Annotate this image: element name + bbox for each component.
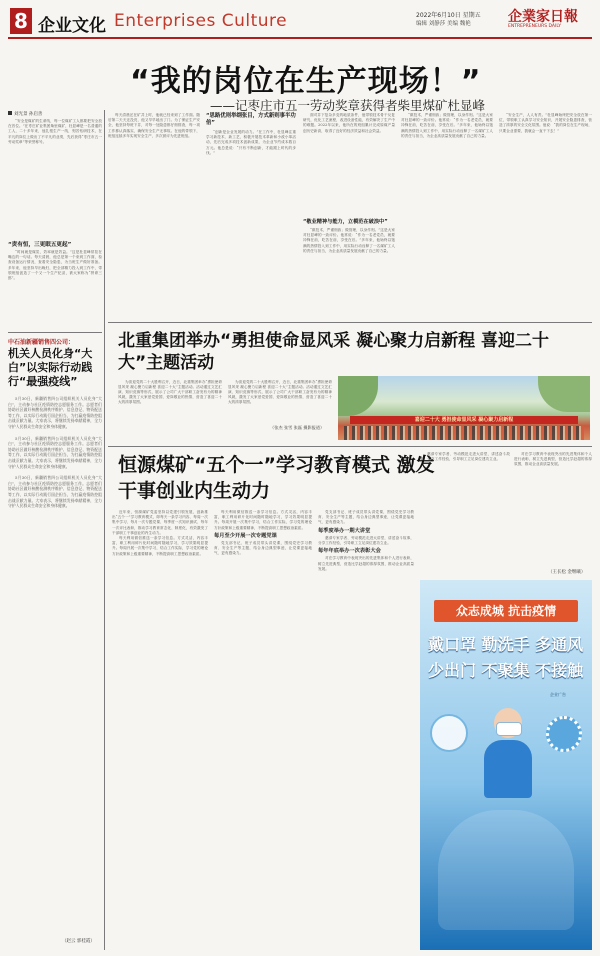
article3-text-b: 为喜迎党的二十大胜利召开，近日，北重集团举办“勇担使命显风采 凝心聚力启新程 喜迎二十大”主题活动。活动通过文艺汇演、知识竞赛等形式，展示了公司广大干部职工奋发有为的精神风貌，激发了大家爱党爱国、爱岗敬业的热情，营造了喜迎二十大的浓厚氛围。 bbox=[228, 380, 332, 404]
divider-left-column bbox=[104, 110, 105, 950]
article2-title: 机关人员化身“大白”以实际行动践行“最强疫线” bbox=[8, 347, 93, 388]
article2-text-repeat2: 5月30日，新疆销售四公司组织机关人员化身“大白”，主动参与社区疫情防控志愿服务工作。志愿者们协助社区做好核酸检测秩序维护、信息登记、物资配送等工作，以实际行动践行国企担当，为打赢疫情防控阻击战贡献力量。大家表示，将继续发扬奉献精神，全力守护人民群众生命安全和身体健康。 bbox=[8, 475, 102, 509]
article4-text: 近年来，恒源煤矿党委坚持以党建引领发展，创新推出“五个一”学习教育模式，即每天一条学习内容、每周一次集中学习、每月一次专题党课、每季度一次知识测试、每年一次评比表彰，推动学习教育常态化、制度化，有效激发了干部职工干事创业的内生动力。 bbox=[112, 510, 208, 535]
article1-col6-text: “安全生产，人人有责。”杜显峰始终把安全放在第一位，带领职工认真学习安全知识，开展安全隐患排查，营造了浓厚的安全文化氛围。他说：“我的岗位在生产现场，只要企业需要，我就会一直干下去！” bbox=[499, 113, 592, 133]
photo-tree-left bbox=[338, 376, 378, 416]
page-number: 8 bbox=[14, 9, 28, 33]
ad-banner-text: 众志成城 抗击疫情 bbox=[455, 604, 557, 618]
article4-sub2: 每季度举办一期大讲堂 bbox=[318, 527, 371, 534]
article1-section1-text: “时间就是煤炭，效率就是效益。”这是杜显峰常挂在嘴边的一句话。每天清晨，他总是第一个来到工作面，检查设备运行情况，查看安全隐患，为当班生产做好准备。多年来，他坚持早出晚归，把全部精力投入到工作中，带领班组创造了一个又一个生产纪录，被大家称为“拼命三郎”。 bbox=[8, 250, 102, 281]
divider-article3-bottom bbox=[108, 446, 592, 447]
ad-person-figure bbox=[480, 708, 536, 798]
public-service-ad bbox=[420, 580, 592, 950]
page-number-badge bbox=[10, 8, 32, 34]
article4-col4 bbox=[420, 452, 510, 576]
article4-sub3: 每年年底举办一次表彰大会 bbox=[318, 548, 381, 555]
article3-byline: （张杰 张雪 张磊 摄影报道） bbox=[270, 425, 325, 430]
article4-title: 恒源煤矿“五个一”学习教育模式 激发干事创业内生动力 bbox=[118, 454, 435, 502]
article4-sub1: 每月至少开展一次专题党课 bbox=[214, 532, 277, 539]
article1-col4-text: 面对井下复杂多变的地质条件，他带领技术骨干反复研究，优化工艺流程，改进设备性能，有效解决了生产中的难题。2022年以来，他所在的班组累计完成原煤产量创历史新高，取得了良好的经济效益和社会效益。 bbox=[303, 113, 395, 133]
ad-hand-washing-icon bbox=[430, 714, 468, 752]
article1-col5-text: “做技术，严谨细致；做管理，以身作则。”这是大家对杜显峰的一致评价。他常说：“作为一名老党员，就要冲锋在前，吃苦在前，享受在后。”多年来，他始终以饱满的热情投入到工作中，用实际行动诠释了一名煤矿工人的责任与担当，为企业高质量发展贡献了自己的力量。 bbox=[401, 113, 493, 138]
photo-crowd bbox=[344, 426, 584, 440]
article1-subtitle: ——记枣庄市五一劳动奖章获得者柴里煤矿杜显峰 bbox=[210, 98, 486, 113]
article4-sub2-text: 邀请专家学者、劳动模范走进大讲堂，讲述奋斗故事，分享工作经验，引导职工立足岗位建功立业。 bbox=[318, 535, 414, 546]
ad-virus-icon bbox=[546, 716, 582, 752]
article2-text-repeat: 5月30日，新疆销售四公司组织机关人员化身“大白”，主动参与社区疫情防控志愿服务工作。志愿者们协助社区做好核酸检测秩序维护、信息登记、物资配送等工作，以实际行动践行国企担当，为打赢疫情防控阻击战贡献力量。大家表示，将继续发扬奉献精神，全力守护人民群众生命安全和身体健康。 bbox=[8, 435, 102, 469]
article3-title: 北重集团举办“勇担使命显风采 凝心聚力启新程 喜迎二十大”主题活动 bbox=[118, 331, 550, 373]
article4-sub1-text: 党支部书记、班子成员带头讲党课，围绕党史学习教育、安全生产等主题，结合身边典型事迹，让党课更接地气、更有感染力。 bbox=[214, 541, 312, 556]
brand-logo-cn: 企業家日報 bbox=[508, 9, 578, 25]
section-title-en: Enterprises Culture bbox=[114, 11, 288, 31]
ad-slogan-line1: 戴口罩 勤洗手 多通风 bbox=[428, 635, 584, 654]
brand-logo-en: ENTREPRENEURS DAILY bbox=[508, 24, 561, 29]
ad-shield-icon bbox=[438, 810, 574, 930]
article4-col2 bbox=[214, 510, 312, 950]
article1-col1b bbox=[8, 250, 102, 326]
article1-section3-text: “做技术，严谨细致；做管理，以身作则。”这是大家对杜显峰的一致评价。他常说：“作为一名老党员，就要冲锋在前，吃苦在前，享受在后。”多年来，他始终以饱满的热情投入到工作中，用实际行动诠释了一名煤矿工人的责任与担当，为企业高质量发展贡献了自己的力量。 bbox=[303, 228, 395, 253]
article4-sub3-text: 对在学习教育中表现突出的先进集体和个人进行表彰，树立先进典型，营造比学赶超的浓厚氛围，推动企业高质量发展。 bbox=[318, 556, 414, 571]
ad-slogan-line2: 少出门 不聚集 不接触 bbox=[428, 661, 584, 680]
article1-col2-text: 每天清晨还在矿井上时，他就已经来到了工作面。随后第二天天还没亮，他又早早地出了门。为了保证生产安全，他坚持每班下井，对每一处隐患都仔细排查，每一项工作都认真落实，确保安全生产无事故。在他的带领下，班组连续多年实现安全生产，多次被评为先进班组。 bbox=[108, 113, 200, 138]
article2-text: 5月30日，新疆销售四公司组织机关人员化身“大白”，主动参与社区疫情防控志愿服务工作。志愿者们协助社区做好核酸检测秩序维护、信息登记、物资配送等工作，以实际行动践行国企担当，为打赢疫情防控阻击战贡献力量。大家表示，将继续发扬奉献精神，全力守护人民群众生命安全和身体健康。 bbox=[8, 396, 102, 429]
masthead-rule bbox=[8, 37, 592, 39]
photo-banner-text: 喜迎二十大 勇担使命显风采 凝心聚力启新程 bbox=[414, 417, 514, 423]
article1-section3-head: “敬业精神与能力，立模范在破浪中” bbox=[303, 219, 388, 225]
editor-line: 编辑 刘静莎 美编 魏艳 bbox=[416, 21, 471, 27]
section-title-cn: 企业文化 bbox=[38, 16, 106, 36]
article4-text-cont: 每天利用微信推送一条学习信息。方式灵活，内容丰富，职工利用碎片化时间随时随地学习，学习效果明显提升。每周开展一次集中学习，结合工作实际，学习党的理论方针政策和上级重要精神，不断提高职工思想政治素质。 bbox=[112, 536, 208, 556]
ad-person-body bbox=[484, 740, 532, 798]
article3-text-a: 为喜迎党的二十大胜利召开，近日，北重集团举办“勇担使命显风采 凝心聚力启新程 喜迎二十大”主题活动。活动通过文艺汇演、知识竞赛等形式，展示了公司广大干部职工奋发有为的精神风貌，激发了大家爱党爱国、爱岗敬业的热情，营造了喜迎二十大的浓厚氛围。 bbox=[118, 380, 222, 404]
photo-stage-banner bbox=[350, 416, 578, 424]
article3-body-a bbox=[118, 380, 222, 430]
article1-col4b bbox=[303, 228, 395, 318]
article1-col2 bbox=[108, 113, 200, 318]
article4-col3 bbox=[318, 510, 414, 950]
masthead bbox=[0, 0, 600, 40]
photo-tree-right bbox=[538, 376, 590, 412]
article4-byline: （王长松 金继曦） bbox=[548, 570, 586, 575]
article3-body-b bbox=[228, 380, 332, 424]
ad-top-band bbox=[434, 600, 578, 622]
article1-section2-head: “思路优则举纲张目，方式新则事半功倍” bbox=[206, 113, 296, 126]
article4-text-b: 每天利用微信推送一条学习信息。方式灵活，内容丰富，职工利用碎片化时间随时随地学习，学习效果明显提升。每周开展一次集中学习，结合工作实际，学习党的理论方针政策和上级重要精神，不断提高职工思想政治素质。 bbox=[214, 510, 312, 530]
article4-col5 bbox=[514, 452, 592, 568]
article1-col1 bbox=[8, 119, 102, 237]
article2-tag: 中石油新疆销售四公司： bbox=[8, 339, 75, 346]
byline-marker bbox=[8, 111, 12, 115]
article3-photo bbox=[338, 376, 590, 440]
article2-byline: （赵云 郭桂霞） bbox=[62, 939, 95, 944]
article1-title: “我的岗位在生产现场！” bbox=[130, 64, 482, 99]
article4-sub1-text-cont: 党支部书记、班子成员带头讲党课，围绕党史学习教育、安全生产等主题，结合身边典型事迹，让党课更接地气、更有感染力。 bbox=[318, 510, 414, 525]
article2-body bbox=[8, 396, 102, 938]
article4-col4-text: 邀请专家学者、劳动模范走进大讲堂，讲述奋斗故事，分享工作经验，引导职工立足岗位建功立业。 bbox=[420, 452, 510, 462]
date-line: 2022年6月10日 星期五 bbox=[416, 12, 481, 19]
divider-left-article2 bbox=[8, 332, 102, 333]
article1-section2-text: “创新是企业发展的动力。”在工作中，杜显峰注重学习新技术、新工艺，积极开展技术革新和小改小革活动，先后完成多项技术创新成果，为企业节约成本数百万元。他总是说：“只有不断创新，才能跟上时代的步伐。” bbox=[206, 130, 296, 155]
article1-col5 bbox=[401, 113, 493, 318]
article1-col4 bbox=[303, 113, 395, 217]
article1-byline bbox=[8, 111, 42, 117]
article1-col3 bbox=[206, 130, 296, 318]
article4-col5-text: 对在学习教育中表现突出的先进集体和个人进行表彰，树立先进典型，营造比学赶超的浓厚氛围，推动企业高质量发展。 bbox=[514, 452, 592, 467]
article1-intro: “安全是煤矿的生命线，每一位煤矿工人都要把安全放在首位。”在枣庄矿业集团柴里煤矿，杜显峰是一名普通的工人，二十多年来，他扎根生产一线，刻苦钻研技术，在平凡的岗位上做出了不平凡的业绩，先后获得“枣庄市五一劳动奖章”等荣誉称号。 bbox=[8, 119, 102, 144]
byline-text: 刘光景 孙启善 bbox=[14, 112, 43, 117]
ad-person-mask-icon bbox=[496, 722, 522, 736]
article1-section1-head: “责有恒，三更眠五更起” bbox=[8, 242, 72, 248]
article4-col1 bbox=[112, 510, 208, 950]
article1-col6 bbox=[499, 113, 592, 318]
ad-note: 企业广告 bbox=[550, 692, 566, 697]
divider-article1-bottom bbox=[108, 322, 592, 323]
